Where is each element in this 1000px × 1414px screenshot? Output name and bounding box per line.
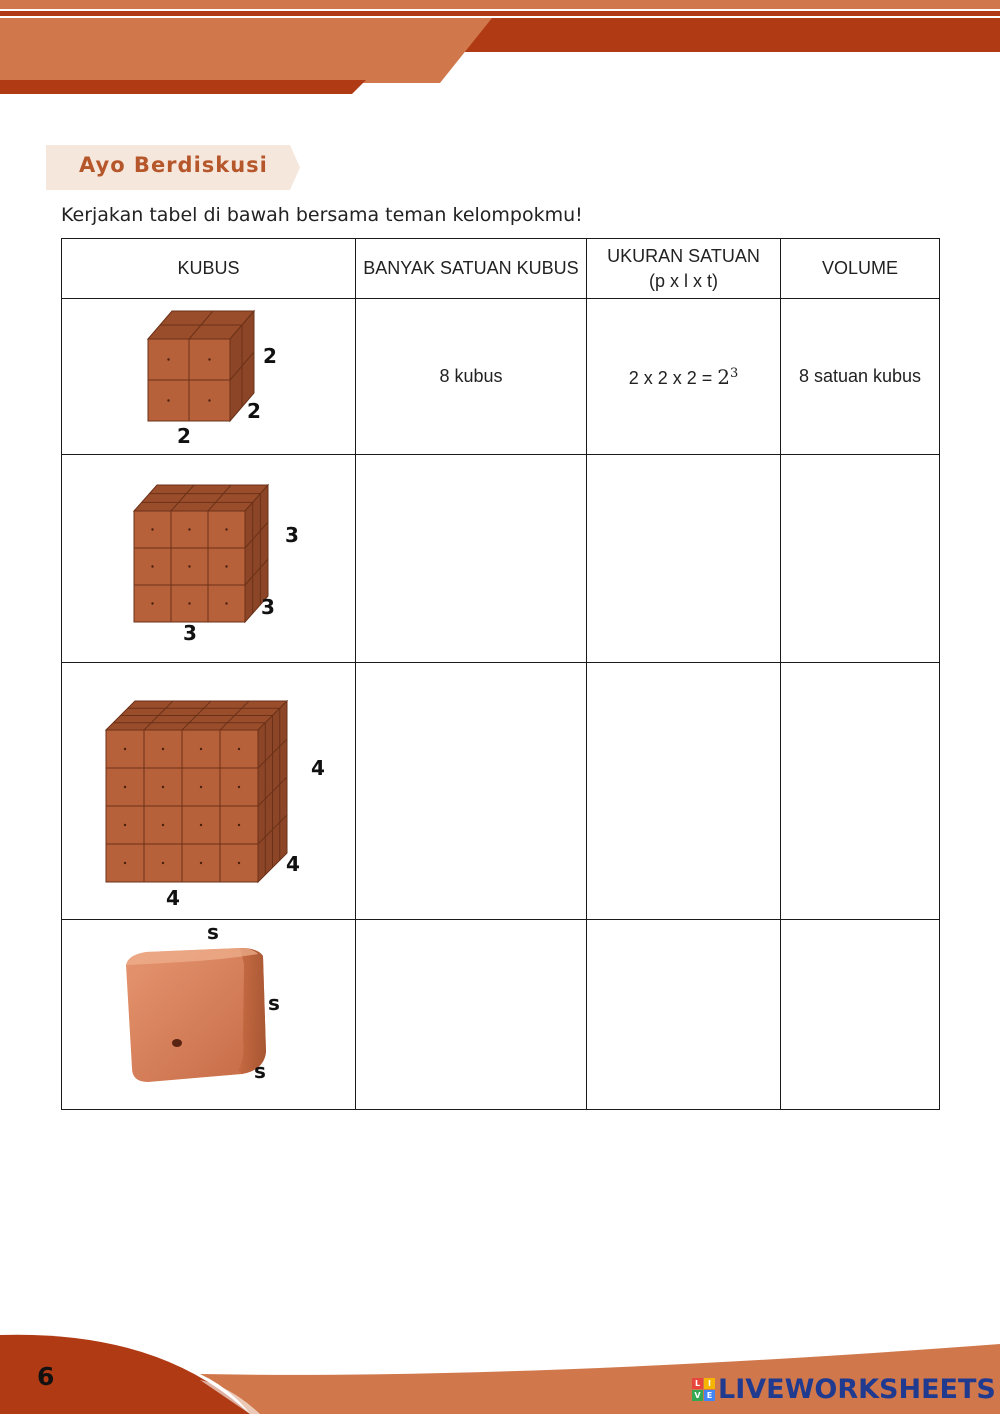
header-ukuran-line1: UKURAN SATUAN <box>607 245 760 266</box>
cube-cell-2 <box>62 299 356 455</box>
brand-logo[interactable] <box>692 1372 996 1406</box>
unit-cube-dot <box>200 748 202 750</box>
cube-cell-s <box>62 920 356 1110</box>
clay-cube-hole <box>172 1039 182 1047</box>
unit-cube-dot <box>225 602 227 604</box>
header-kubus: KUBUS <box>62 239 356 299</box>
ukuran-input-cell[interactable] <box>587 663 781 920</box>
worksheet-table <box>61 238 940 1110</box>
unit-cube-dot <box>225 565 227 567</box>
banyak-input-cell[interactable] <box>356 920 587 1110</box>
dim-label-height: 4 <box>311 756 325 780</box>
dim-label-width: 4 <box>166 886 180 910</box>
unit-cube-dot <box>162 862 164 864</box>
cube-4x4x4-image <box>62 663 356 919</box>
dim-label-width: 2 <box>177 424 191 448</box>
unit-cube-dot <box>124 786 126 788</box>
volume-input-cell[interactable] <box>781 455 940 663</box>
dim-label-depth: 3 <box>261 595 275 619</box>
volume-cell: 8 satuan kubus <box>781 299 940 455</box>
banyak-input-cell[interactable] <box>356 455 587 663</box>
dim-label-depth: 2 <box>247 399 261 423</box>
dim-label-height: 2 <box>263 344 277 368</box>
section-title: Ayo Berdiskusi <box>79 153 268 177</box>
table-row <box>62 455 940 663</box>
unit-cube-dot <box>162 748 164 750</box>
table-row <box>62 920 940 1110</box>
header-volume: VOLUME <box>781 239 940 299</box>
header-ukuran-line2: (p x l x t) <box>648 270 718 291</box>
unit-cube-dot <box>238 748 240 750</box>
header-ukuran-satuan <box>587 239 781 299</box>
banyak-input-cell[interactable] <box>356 663 587 920</box>
table-row <box>62 299 940 455</box>
liveworksheets-icon: L I V E <box>692 1378 715 1401</box>
unit-cube-dot <box>188 528 190 530</box>
unit-cube-dot <box>200 824 202 826</box>
cube-cell-4 <box>62 663 356 920</box>
dim-label-depth: s <box>254 1059 266 1083</box>
unit-cube-dot <box>188 565 190 567</box>
dim-label-side: s <box>268 991 280 1015</box>
unit-cube-dot <box>238 786 240 788</box>
ukuran-input-cell[interactable] <box>587 920 781 1110</box>
ukuran-exponent: 3 <box>730 365 739 381</box>
unit-cube-dot <box>200 786 202 788</box>
instruction-text: Kerjakan tabel di bawah bersama teman kelompokmu! <box>61 204 583 226</box>
ukuran-expression: 2 x 2 x 2 = <box>628 367 718 388</box>
banyak-cell: 8 kubus <box>356 299 587 455</box>
unit-cube-dot <box>151 565 153 567</box>
ukuran-input-cell[interactable] <box>587 455 781 663</box>
ukuran-base: 2 <box>717 364 730 389</box>
unit-cube-dot <box>208 399 210 401</box>
dim-label-width: 3 <box>183 621 197 645</box>
page-number: 6 <box>37 1362 55 1391</box>
brand-text: LIVEWORKSHEETS <box>718 1373 996 1405</box>
dim-label-top: s <box>207 920 219 944</box>
header-decoration <box>0 0 1000 100</box>
unit-cube-dot <box>208 358 210 360</box>
unit-cube-dot <box>200 862 202 864</box>
unit-cube-dot <box>151 602 153 604</box>
unit-cube-dot <box>124 824 126 826</box>
unit-cube-dot <box>162 824 164 826</box>
table-row <box>62 663 940 920</box>
dim-label-depth: 4 <box>286 852 300 876</box>
unit-cube-dot <box>238 824 240 826</box>
dim-label-height: 3 <box>285 523 299 547</box>
table-header-row <box>62 239 940 299</box>
cube-3x3x3-image <box>62 455 356 662</box>
unit-cube-dot <box>167 399 169 401</box>
cube-2x2x2-image <box>62 299 356 454</box>
unit-cube-dot <box>238 862 240 864</box>
unit-cube-dot <box>124 862 126 864</box>
unit-cube-dot <box>167 358 169 360</box>
volume-input-cell[interactable] <box>781 663 940 920</box>
volume-input-cell[interactable] <box>781 920 940 1110</box>
unit-cube-dot <box>124 748 126 750</box>
clay-cube-image <box>62 920 356 1109</box>
cube-cell-3 <box>62 455 356 663</box>
ukuran-cell <box>587 299 781 455</box>
header-banyak-satuan: BANYAK SATUAN KUBUS <box>356 239 587 299</box>
unit-cube-dot <box>162 786 164 788</box>
unit-cube-dot <box>225 528 227 530</box>
unit-cube-dot <box>151 528 153 530</box>
unit-cube-dot <box>188 602 190 604</box>
